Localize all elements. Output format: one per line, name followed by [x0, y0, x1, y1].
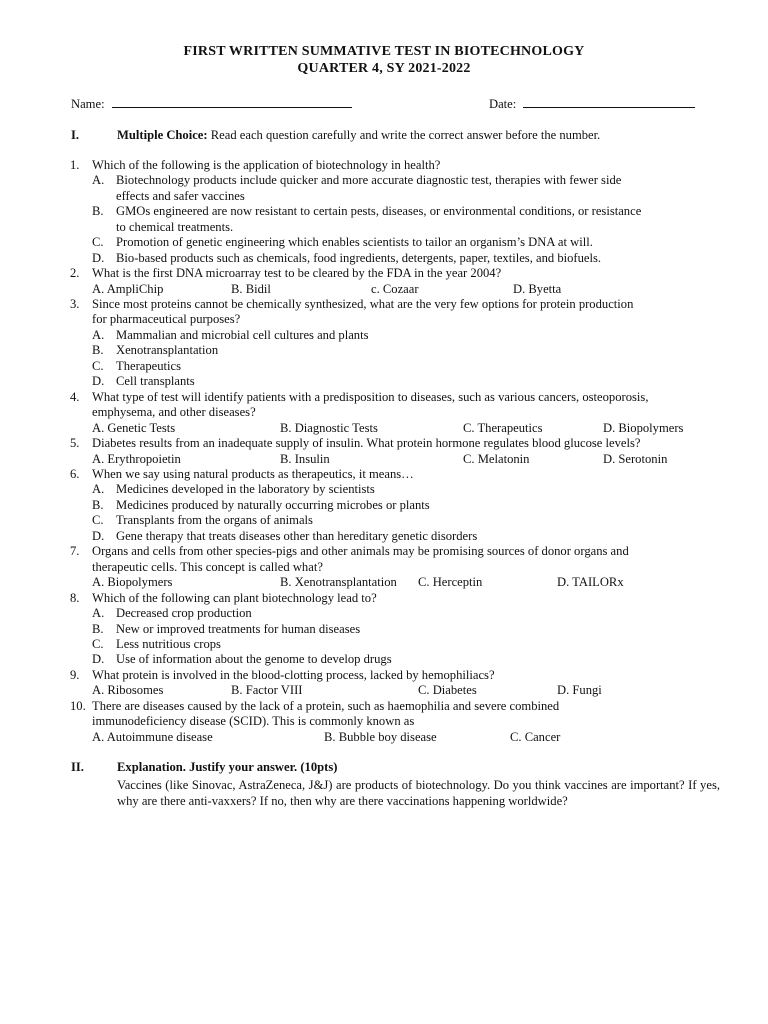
option-text: New or improved treatments for human diseases [116, 622, 361, 636]
inline-option: C. Cancer [510, 730, 561, 744]
option-text: Gene therapy that treats diseases other than hereditary genetic disorders [116, 529, 478, 543]
date-field [489, 95, 695, 112]
inline-option: D. Biopolymers [603, 421, 684, 435]
option-text: GMOs engineered are now resistant to certain pests, diseases, or environmental conditions, or resistance [116, 204, 642, 218]
inline-option: A. Genetic Tests [92, 421, 176, 435]
question-text: When we say using natural products as therapeutics, it means… [92, 467, 414, 481]
option-letter: A. [92, 606, 105, 620]
inline-option: c. Cozaar [371, 282, 419, 296]
option-text: Therapeutics [116, 359, 182, 373]
option-text: Promotion of genetic engineering which enables scientists to tailor an organism’s DNA at will. [116, 235, 593, 249]
option-letter: A. [92, 328, 105, 342]
option-text: Mammalian and microbial cell cultures and plants [116, 328, 369, 342]
option-letter: C. [92, 637, 104, 651]
inline-option: B. Factor VIII [231, 683, 303, 697]
question-number: 7. [70, 544, 80, 558]
inline-option: A. Biopolymers [92, 575, 173, 589]
question-number: 6. [70, 467, 80, 481]
question-text: What type of test will identify patients with a predisposition to diseases, such as various cancers, osteoporosis, [92, 390, 649, 404]
part1-instruction: Read each question carefully and write the correct answer before the number. [210, 128, 601, 142]
question-text: emphysema, and other diseases? [92, 405, 256, 419]
question-text: Organs and cells from other species-pigs and other animals may be promising sources of donor organs and [92, 544, 629, 558]
question-text: for pharmaceutical purposes? [92, 312, 241, 326]
option-letter: B. [92, 622, 104, 636]
part1-numeral: I. [71, 128, 80, 142]
question-text: What protein is involved in the blood-clotting process, lacked by hemophiliacs? [92, 668, 495, 682]
question-number: 1. [70, 158, 80, 172]
option-text: effects and safer vaccines [116, 189, 245, 203]
question-number: 4. [70, 390, 80, 404]
option-text: Transplants from the organs of animals [116, 513, 313, 527]
option-letter: B. [92, 498, 104, 512]
inline-option: C. Therapeutics [463, 421, 543, 435]
inline-option: B. Bubble boy disease [324, 730, 437, 744]
option-letter: C. [92, 513, 104, 527]
inline-option: D. TAILORx [557, 575, 624, 589]
option-letter: C. [92, 235, 104, 249]
option-letter: A. [92, 482, 105, 496]
question-number: 10. [70, 699, 86, 713]
question-text: Diabetes results from an inadequate supply of insulin. What protein hormone regulates blood glucose levels? [92, 436, 641, 450]
inline-option: A. Autoimmune disease [92, 730, 213, 744]
inline-option: D. Fungi [557, 683, 602, 697]
question-text: Which of the following is the application of biotechnology in health? [92, 158, 441, 172]
option-text: Bio-based products such as chemicals, food ingredients, detergents, paper, textiles, and biofuels. [116, 251, 602, 265]
date-label: Date: [489, 97, 517, 111]
question-number: 2. [70, 266, 80, 280]
date-blank[interactable] [523, 95, 695, 108]
option-letter: B. [92, 204, 104, 218]
option-text: to chemical treatments. [116, 220, 234, 234]
option-text: Biotechnology products include quicker and more accurate diagnostic test, therapies with fewer side [116, 173, 622, 187]
part1-heading-line [117, 128, 600, 143]
question-number: 8. [70, 591, 80, 605]
question-text: There are diseases caused by the lack of a protein, such as haemophilia and severe combined [92, 699, 560, 713]
question-number: 5. [70, 436, 80, 450]
option-text: Medicines developed in the laboratory by scientists [116, 482, 375, 496]
option-text: Less nutritious crops [116, 637, 221, 651]
name-label: Name: [71, 97, 105, 111]
option-text: Cell transplants [116, 374, 195, 388]
part1-heading: Multiple Choice: [117, 128, 208, 142]
question-text: immunodeficiency disease (SCID). This is commonly known as [92, 714, 415, 728]
inline-option: C. Melatonin [463, 452, 530, 466]
name-field [71, 95, 352, 112]
inline-option: B. Xenotransplantation [280, 575, 397, 589]
question-number: 9. [70, 668, 80, 682]
option-letter: D. [92, 251, 105, 265]
option-text: Xenotransplantation [116, 343, 219, 357]
inline-option: C. Herceptin [418, 575, 483, 589]
option-letter: D. [92, 374, 105, 388]
question-text: Since most proteins cannot be chemically synthesized, what are the very few options for protein production [92, 297, 634, 311]
inline-option: D. Byetta [513, 282, 562, 296]
option-letter: C. [92, 359, 104, 373]
test-title: FIRST WRITTEN SUMMATIVE TEST IN BIOTECHNOLOGY [183, 44, 585, 59]
option-letter: B. [92, 343, 104, 357]
question-text: Which of the following can plant biotechnology lead to? [92, 591, 377, 605]
inline-option: C. Diabetes [418, 683, 477, 697]
part2-body: Vaccines (like Sinovac, AstraZeneca, J&J) are products of biotechnology. Do you think vaccines are important? If yes, why are there anti-vaxxers? If no, then why are there vaccinations happening worldwide? [117, 778, 720, 808]
option-letter: D. [92, 529, 105, 543]
inline-option: A. Erythropoietin [92, 452, 181, 466]
part2-heading: Explanation. Justify your answer. (10pts) [117, 760, 338, 774]
inline-option: A. AmpliChip [92, 282, 164, 296]
inline-option: D. Serotonin [603, 452, 668, 466]
question-text: therapeutic cells. This concept is called what? [92, 560, 323, 574]
inline-option: B. Insulin [280, 452, 330, 466]
test-subtitle: QUARTER 4, SY 2021-2022 [297, 61, 471, 76]
option-text: Use of information about the genome to develop drugs [116, 652, 392, 666]
option-letter: D. [92, 652, 105, 666]
name-blank[interactable] [112, 95, 352, 108]
option-text: Decreased crop production [116, 606, 252, 620]
part2-numeral: II. [71, 760, 84, 774]
option-text: Medicines produced by naturally occurring microbes or plants [116, 498, 430, 512]
question-text: What is the first DNA microarray test to be cleared by the FDA in the year 2004? [92, 266, 502, 280]
option-letter: A. [92, 173, 105, 187]
inline-option: A. Ribosomes [92, 683, 164, 697]
question-number: 3. [70, 297, 80, 311]
inline-option: B. Bidil [231, 282, 271, 296]
inline-option: B. Diagnostic Tests [280, 421, 378, 435]
